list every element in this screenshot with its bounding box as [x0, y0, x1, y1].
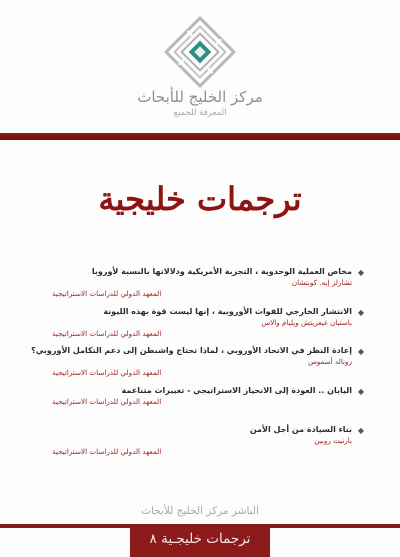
- series-number-tab: ترجمات خليجـية ٨: [130, 524, 270, 557]
- article-item: [31, 345, 364, 385]
- article-institution: المعهد الدولي للدراسات الاستراتيجية: [52, 396, 162, 406]
- article-item: [52, 306, 364, 346]
- diamond-bullet-icon: ◆: [357, 307, 364, 317]
- article-institution: المعهد الدولي للدراسات الاستراتيجية: [52, 328, 162, 338]
- article-institution: المعهد الدولي للدراسات الاستراتيجية: [52, 289, 162, 298]
- publisher-line: الناشر مركز الخليج للأبحاث: [141, 505, 259, 517]
- diamond-bullet-icon: ◆: [357, 426, 364, 435]
- article-list: [31, 266, 364, 464]
- organization-name: مركز الخليج للأبحاث: [137, 88, 263, 106]
- article-item: [52, 266, 364, 306]
- article-title: إعادة النظر في الاتحاد الأوروبي ، لماذا تحتاج واشنطن إلى دعم التكامل الأوروبي؟: [31, 346, 352, 355]
- article-item: [52, 424, 364, 464]
- article-author: تشارلز إيه. كوبتشان: [291, 278, 352, 287]
- diamond-bullet-icon: ◆: [357, 268, 364, 277]
- article-author: بارنيت روبين: [314, 436, 352, 445]
- kufic-square-logo-icon: [164, 16, 236, 88]
- article-title: بناء السيادة من أجل الأمن: [249, 425, 352, 434]
- article-title: مخاض العملية الوحدوية ، التجربة الأمريكية ودلالاتها بالنسبة لأوروبا: [91, 267, 352, 276]
- diamond-bullet-icon: ◆: [357, 347, 364, 356]
- article-title: اليابان .. العودة إلى الانحياز الاستراتيجي - تغييرات متناغمة: [121, 385, 352, 395]
- article-institution: المعهد الدولي للدراسات الاستراتيجية: [52, 368, 162, 377]
- article-item: [52, 385, 364, 425]
- top-divider: [0, 133, 400, 140]
- article-author: باستيان غيغريتش ويليام والاس: [261, 317, 352, 327]
- diamond-bullet-icon: ◆: [357, 386, 364, 396]
- series-title: ترجمات خليجية: [98, 180, 302, 218]
- article-author: رونالد أسموس: [307, 357, 352, 366]
- organization-tagline: المعرفة للجميع: [173, 108, 227, 118]
- article-title: الانتشار الخارجي للقوات الأوروبية ، إنها ليست قوة بهذه الليونة: [103, 306, 352, 316]
- article-institution: المعهد الدولي للدراسات الاستراتيجية: [52, 447, 162, 456]
